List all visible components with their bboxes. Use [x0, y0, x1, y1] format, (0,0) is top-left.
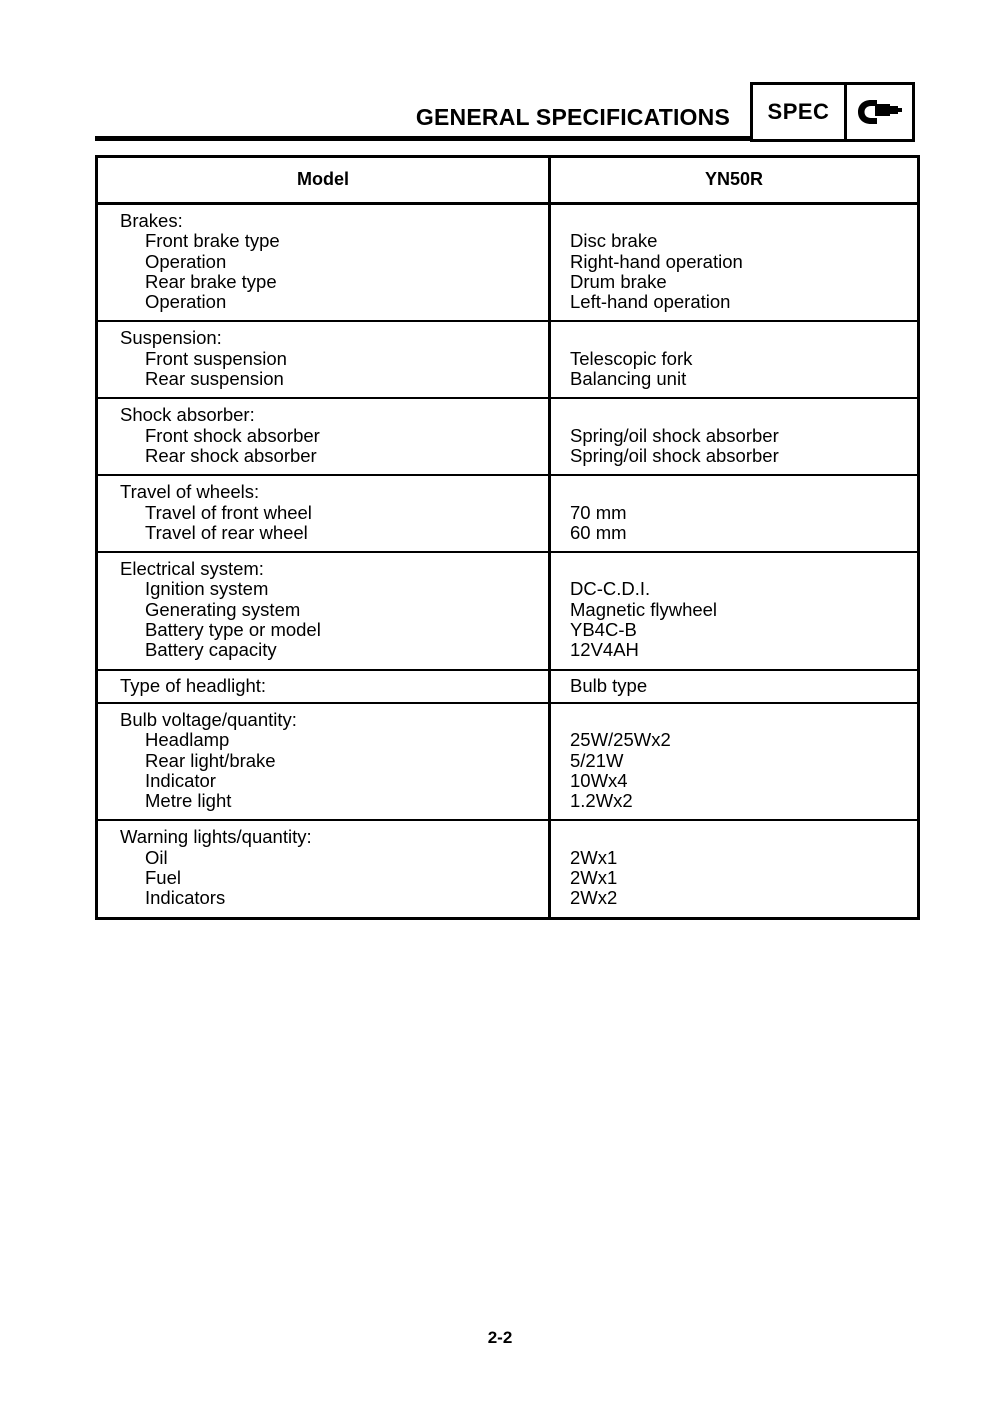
spec-group-shock-absorber: [98, 399, 551, 474]
spec-item-label: Ignition system: [145, 578, 269, 600]
spec-group-warning-lights-quantity: [98, 821, 551, 916]
spec-item-label: Battery type or model: [145, 619, 321, 641]
spec-group-title: Suspension:: [120, 327, 222, 349]
spec-item-label: Front suspension: [145, 347, 287, 369]
spec-values-suspension: [551, 322, 917, 397]
page-number: 2-2: [487, 1328, 513, 1347]
spec-item-label: Operation: [145, 250, 227, 272]
spec-item-label: Oil: [145, 846, 168, 868]
spec-item-label: Travel of rear wheel: [145, 521, 308, 543]
spec-values-travel-of-wheels: [551, 476, 917, 551]
spec-item-value: YB4C-B: [570, 619, 637, 641]
spec-item-value: 60 mm: [570, 521, 627, 543]
table-row: [98, 399, 917, 476]
spec-values-brakes: [551, 205, 917, 320]
spec-item-value: Drum brake: [570, 270, 667, 292]
page-title: GENERAL SPECIFICATIONS: [415, 104, 730, 130]
spec-item-label: Indicator: [145, 769, 216, 791]
spec-group-brakes: [98, 205, 551, 320]
spec-item-value: 70 mm: [570, 501, 627, 523]
spec-item-label: Front brake type: [145, 230, 280, 252]
spec-item-value: Bulb type: [570, 674, 648, 696]
spec-item-label: Headlamp: [145, 729, 230, 751]
spec-item-value: 1.2Wx2: [570, 790, 633, 812]
spec-group-travel-of-wheels: [98, 476, 551, 551]
table-row: [98, 553, 917, 670]
spec-values-type-of-headlight: [551, 671, 917, 702]
spec-tab-label: SPEC: [753, 85, 847, 139]
spec-values-warning-lights-quantity: [551, 821, 917, 916]
spec-item-label: Metre light: [145, 790, 232, 812]
general-specifications-table: [95, 155, 920, 920]
spec-group-title: Electrical system:: [120, 558, 264, 580]
spec-item-value: DC-C.D.I.: [570, 578, 651, 600]
table-row: [98, 476, 917, 553]
header-rule: [95, 136, 750, 141]
table-row: [98, 704, 917, 821]
spec-item-value: Magnetic flywheel: [570, 598, 718, 620]
table-row: [98, 322, 917, 399]
spec-item-value: 10Wx4: [570, 769, 628, 791]
column-header-value: YN50R: [704, 169, 764, 189]
spec-item-label: Operation: [145, 291, 227, 313]
column-header-model: Model: [98, 158, 551, 202]
spec-item-value: Disc brake: [570, 230, 658, 252]
spec-values-shock-absorber: [551, 399, 917, 474]
spec-item-label: Rear shock absorber: [145, 444, 317, 466]
spec-item-label: Rear brake type: [145, 270, 277, 292]
table-row: [98, 821, 917, 916]
spec-item-value: Right-hand operation: [570, 250, 743, 272]
spec-values-electrical-system: [551, 553, 917, 668]
table-header-row: [98, 158, 917, 205]
spec-item-label: Battery capacity: [145, 639, 277, 661]
spec-item-value: 2Wx1: [570, 867, 618, 889]
spec-item-value: Telescopic fork: [570, 347, 693, 369]
spec-group-bulb-voltage-quantity: [98, 704, 551, 819]
page-header: [0, 0, 1000, 150]
spec-item-value: Balancing unit: [570, 368, 687, 390]
spec-item-value: Left-hand operation: [570, 291, 731, 313]
spec-item-value: 12V4AH: [570, 639, 639, 661]
spec-item-label: Generating system: [145, 598, 301, 620]
spec-item-value: 5/21W: [570, 749, 624, 771]
spec-item-value: Spring/oil shock absorber: [570, 444, 779, 466]
spec-group-title: Travel of wheels:: [120, 481, 260, 503]
table-row: [98, 205, 917, 322]
spec-group-title: Brakes:: [120, 210, 183, 231]
table-row: [98, 671, 917, 704]
spec-tab: [750, 82, 915, 142]
spec-item-label: Rear light/brake: [145, 749, 276, 771]
spec-item-value: 25W/25Wx2: [570, 729, 671, 751]
spec-group-title: Shock absorber:: [120, 404, 255, 426]
spec-group-type-of-headlight: [98, 671, 551, 702]
spec-item-label: Indicators: [145, 887, 226, 909]
spec-group-title: Warning lights/quantity:: [120, 826, 312, 848]
spec-item-label: Front shock absorber: [145, 424, 320, 446]
spec-item-value: Spring/oil shock absorber: [570, 424, 779, 446]
spec-item-value: 2Wx2: [570, 887, 618, 909]
spec-values-bulb-voltage-quantity: [551, 704, 917, 819]
spec-group-title: Type of headlight:: [120, 674, 267, 696]
spec-group-electrical-system: [98, 553, 551, 668]
spec-group-title: Bulb voltage/quantity:: [120, 708, 297, 730]
spec-group-suspension: [98, 322, 551, 397]
spec-item-value: 2Wx1: [570, 846, 618, 868]
spec-item-label: Travel of front wheel: [145, 501, 312, 523]
micrometer-icon: [847, 85, 912, 139]
spec-item-label: Fuel: [145, 867, 181, 889]
page-footer: [0, 1328, 1000, 1348]
spec-item-label: Rear suspension: [145, 368, 284, 390]
